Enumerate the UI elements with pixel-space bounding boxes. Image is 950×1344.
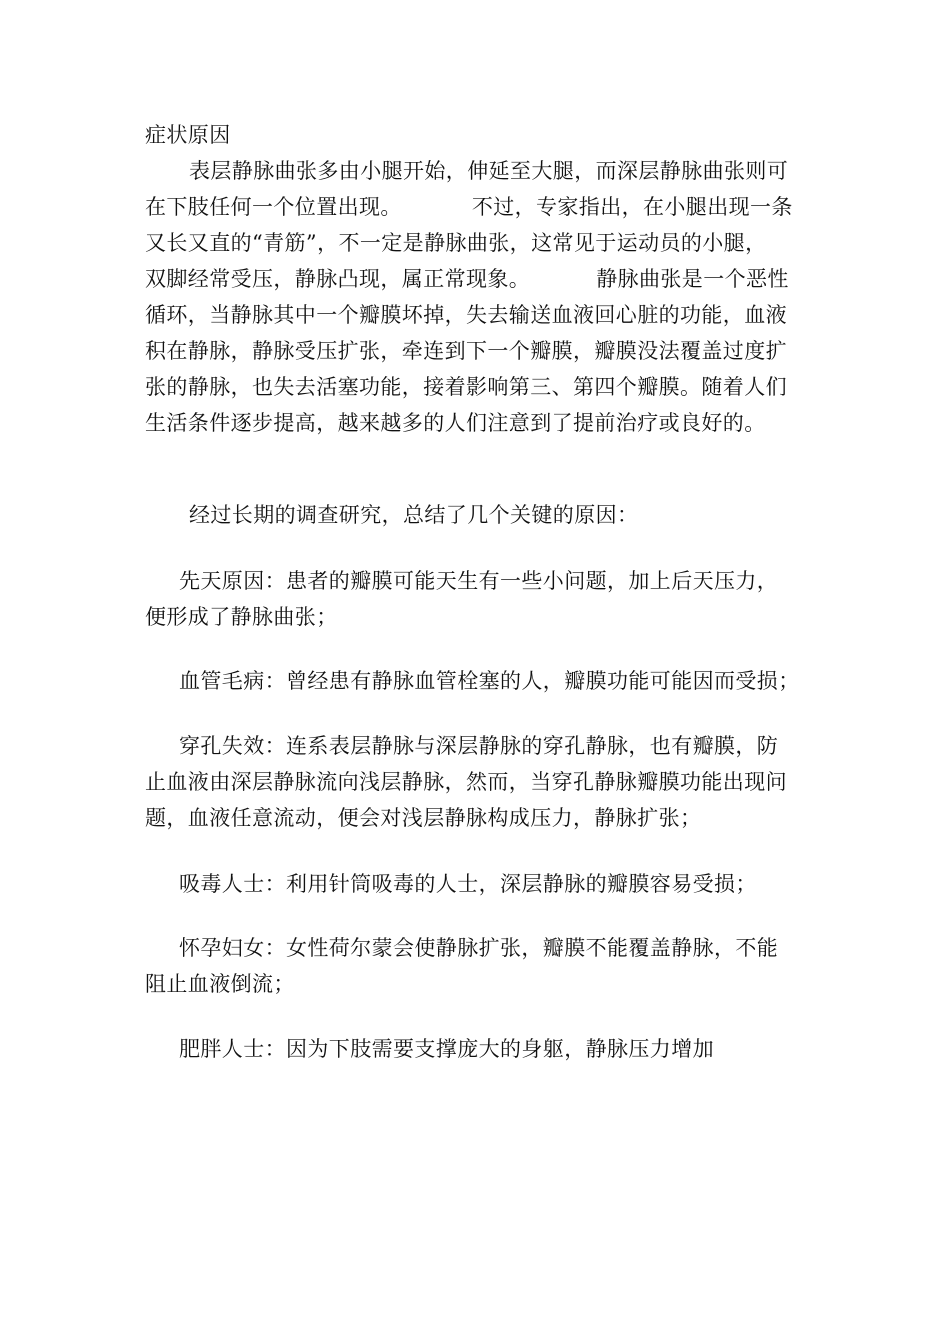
cause-paragraph <box>145 663 815 699</box>
summary-line: 经过长期的调查研究，总结了几个关键的原因： <box>189 503 639 527</box>
intro-line-segment: 不过，专家指出，在小腿出现一条 <box>471 195 793 219</box>
intro-line: 表层静脉曲张多由小腿开始，伸延至大腿，而深层静脉曲张则可 <box>189 159 789 183</box>
cause-line: 肥胖人士：因为下肢需要支撑庞大的身躯，静脉压力增加 <box>179 1037 714 1061</box>
intro-line: 积在静脉，静脉受压扩张，牵连到下一个瓣膜，瓣膜没法覆盖过度扩 <box>145 339 787 363</box>
intro-line: 又长又直的“青筋”，不一定是静脉曲张，这常见于运动员的小腿， <box>145 231 767 255</box>
intro-line: 张的静脉，也失去活塞功能，接着影响第三、第四个瓣膜。随着人们 <box>145 375 787 399</box>
cause-line: 题，血液任意流动，便会对浅层静脉构成压力，静脉扩张； <box>145 806 702 830</box>
cause-line: 穿孔失效：连系表层静脉与深层静脉的穿孔静脉，也有瓣膜，防 <box>179 734 779 758</box>
intro-line: 生活条件逐步提高，越来越多的人们注意到了提前治疗或良好的。 <box>145 411 766 435</box>
cause-line: 血管毛病：曾经患有静脉血管栓塞的人，瓣膜功能可能因而受损； <box>179 669 800 693</box>
cause-line: 先天原因：患者的瓣膜可能天生有一些小问题，加上后天压力， <box>179 569 779 593</box>
cause-line: 止血液由深层静脉流向浅层静脉，然而，当穿孔静脉瓣膜功能出现问 <box>145 770 787 794</box>
intro-line <box>145 261 815 297</box>
cause-line: 阻止血液倒流； <box>145 972 295 996</box>
section-heading: 症状原因 <box>145 123 231 147</box>
intro-paragraph <box>145 153 815 441</box>
cause-paragraph <box>145 866 815 902</box>
cause-line: 便形成了静脉曲张； <box>145 605 338 629</box>
intro-line-segment: 在下肢任何一个位置出现。 <box>145 195 402 219</box>
intro-line-segment: 双脚经常受压，静脉凸现，属正常现象。 <box>145 267 531 291</box>
cause-paragraph <box>145 563 815 635</box>
intro-line-segment: 静脉曲张是一个恶性 <box>596 267 789 291</box>
cause-paragraph <box>145 930 815 1002</box>
section-heading-block <box>145 117 815 153</box>
cause-paragraph <box>145 1031 815 1067</box>
summary-paragraph <box>145 497 815 533</box>
intro-line: 循环，当静脉其中一个瓣膜坏掉，失去输送血液回心脏的功能，血液 <box>145 303 787 327</box>
cause-line: 怀孕妇女：女性荷尔蒙会使静脉扩张，瓣膜不能覆盖静脉，不能 <box>179 936 779 960</box>
intro-line <box>145 189 815 225</box>
cause-paragraph <box>145 728 815 836</box>
cause-line: 吸毒人士：利用针筒吸毒的人士，深层静脉的瓣膜容易受损； <box>179 872 757 896</box>
